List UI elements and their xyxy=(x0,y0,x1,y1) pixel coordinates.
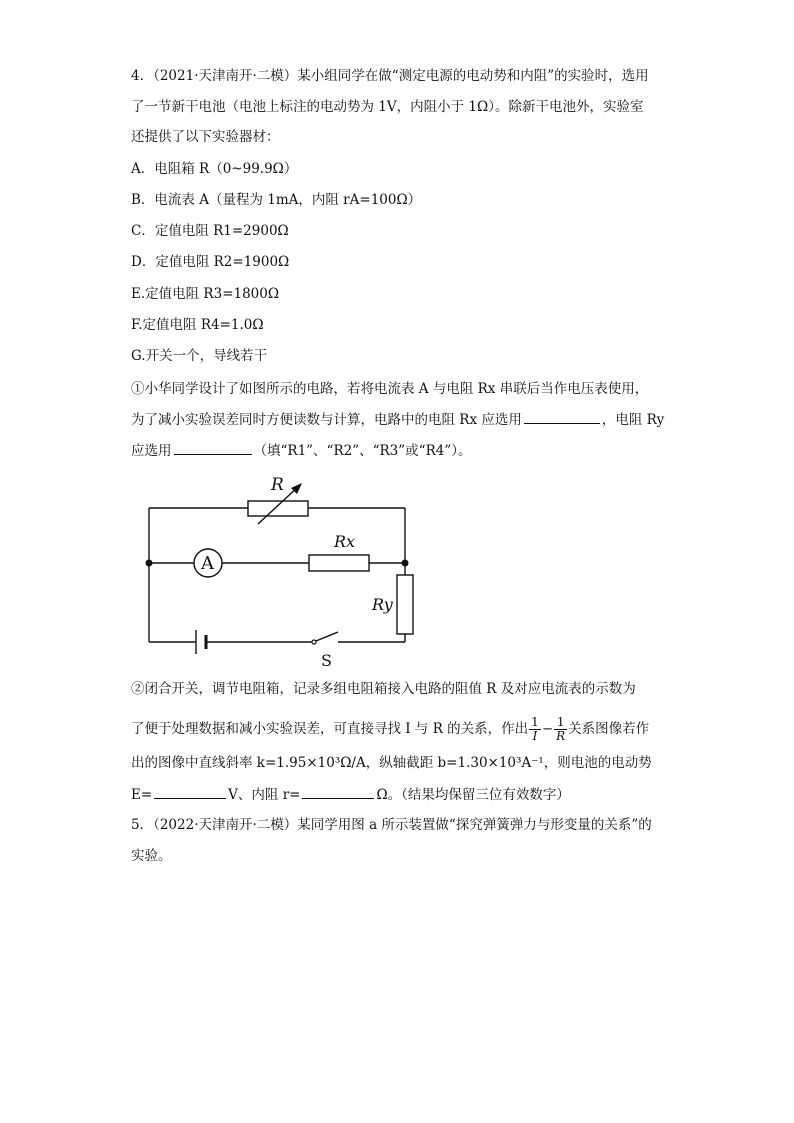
resistance-box-r xyxy=(248,501,308,516)
fraction-minus: − xyxy=(541,721,554,737)
q4-part1-line-2 xyxy=(131,409,664,430)
q4-part2-line-4 xyxy=(131,784,570,805)
q4-option-d xyxy=(131,252,289,272)
q4-intro-1: 某小组同学在做“测定电源的电动势和内阻”的实验时，选用 xyxy=(297,68,649,84)
q5-line-1 xyxy=(131,815,652,835)
q4-option-e xyxy=(131,284,279,304)
answer-blank-rx[interactable] xyxy=(524,409,600,424)
part1-text-3b: （填“R1”、“R2”、“R3”或“R4”）。 xyxy=(253,443,472,459)
q4-intro-2: 了一节新干电池（电池上标注的电动势为 1V，内阻小于 1Ω）。除新干电池外，实验室 xyxy=(131,99,644,115)
q4-part2-line-1 xyxy=(131,679,636,699)
junction-dot-right xyxy=(402,560,409,567)
q4-part2-line-3 xyxy=(131,753,652,773)
part2-text-2a: 了便于处理数据和减小实验误差，可直接寻找 I 与 R 的关系，作出 xyxy=(131,721,529,737)
fraction-one-over-r: $\frac{1}{R}$ xyxy=(556,715,566,743)
junction-dot-left xyxy=(146,560,153,567)
label-r: R xyxy=(271,475,284,495)
label-rx: Rx xyxy=(334,532,356,551)
option-c-text: C．定值电阻 R1=2900Ω xyxy=(131,223,289,239)
part2-text-4c: Ω。（结果均保留三位有效数字） xyxy=(376,787,570,803)
part2-text-1: ②闭合开关，调节电阻箱，记录多组电阻箱接入电路的阻值 R 及对应电流表的示数为 xyxy=(131,681,636,697)
part1-text-2b: ，电阻 Ry xyxy=(601,412,665,428)
resistor-ry xyxy=(397,575,413,634)
q5-number: 5． xyxy=(131,817,154,833)
q4-option-f xyxy=(131,315,264,335)
q4-option-g xyxy=(131,346,267,366)
part2-text-4a: E= xyxy=(131,787,153,803)
switch-terminal-left xyxy=(312,640,316,644)
q5-source: （2022·天津南开·二模） xyxy=(153,817,298,833)
option-g-text: G.开关一个，导线若干 xyxy=(131,348,268,364)
part1-text-2a: 为了减小实验误差同时方便读数与计算，电路中的电阻 Rx 应选用 xyxy=(131,412,522,428)
option-b-text: B．电流表 A（量程为 1mA，内阻 rA=100Ω） xyxy=(131,192,422,208)
answer-blank-ry[interactable] xyxy=(174,440,252,455)
q5-text-2: 实验。 xyxy=(131,848,172,864)
part2-text-3: 出的图像中直线斜率 k=1.95×10³Ω/A，纵轴截距 b=1.30×10³A⁻¹，则电池的电动势 xyxy=(131,755,652,771)
q4-part1-line-3 xyxy=(131,440,471,461)
option-d-text: D．定值电阻 R2=1900Ω xyxy=(131,254,290,270)
part2-text-2b: 关系图像若作 xyxy=(568,721,650,737)
label-ammeter: A xyxy=(201,553,214,574)
q4-line-3 xyxy=(131,127,280,147)
part1-text-1: ①小华同学设计了如图所示的电路，若将电流表 A 与电阻 Rx 串联后当作电压表使用， xyxy=(131,381,649,397)
option-e-text: E.定值电阻 R3=1800Ω xyxy=(131,286,280,302)
answer-blank-internal-r[interactable] xyxy=(302,784,374,799)
q4-intro-3: 还提供了以下实验器材： xyxy=(131,129,280,145)
q4-option-a xyxy=(131,159,297,179)
fraction-one-over-i: $\frac{1}{I}$ xyxy=(531,715,539,743)
circuit-diagram xyxy=(140,470,430,670)
q4-option-c xyxy=(131,221,289,241)
switch-blade xyxy=(316,632,338,641)
q4-part2-line-2 xyxy=(131,712,649,746)
q5-text-1: 某同学用图 a 所示装置做“探究弹簧弹力与形变量的关系”的 xyxy=(297,817,652,833)
q4-line-1 xyxy=(131,66,649,86)
q4-option-b xyxy=(131,190,421,210)
part2-text-4b: V、内阻 r= xyxy=(228,787,301,803)
answer-blank-emf[interactable] xyxy=(154,784,226,799)
part1-text-3a: 应选用 xyxy=(131,443,172,459)
option-a-text: A．电阻箱 R（0~99.9Ω） xyxy=(131,161,298,177)
q4-line-2 xyxy=(131,97,643,117)
q4-part1-line-1 xyxy=(131,379,648,399)
q4-source: （2021·天津南开·二模） xyxy=(153,68,298,84)
q4-number: 4． xyxy=(131,68,154,84)
label-switch: S xyxy=(321,651,332,670)
resistor-rx xyxy=(309,555,369,571)
option-f-text: F.定值电阻 R4=1.0Ω xyxy=(131,317,264,333)
label-ry: Ry xyxy=(372,595,393,614)
q5-line-2 xyxy=(131,846,172,866)
